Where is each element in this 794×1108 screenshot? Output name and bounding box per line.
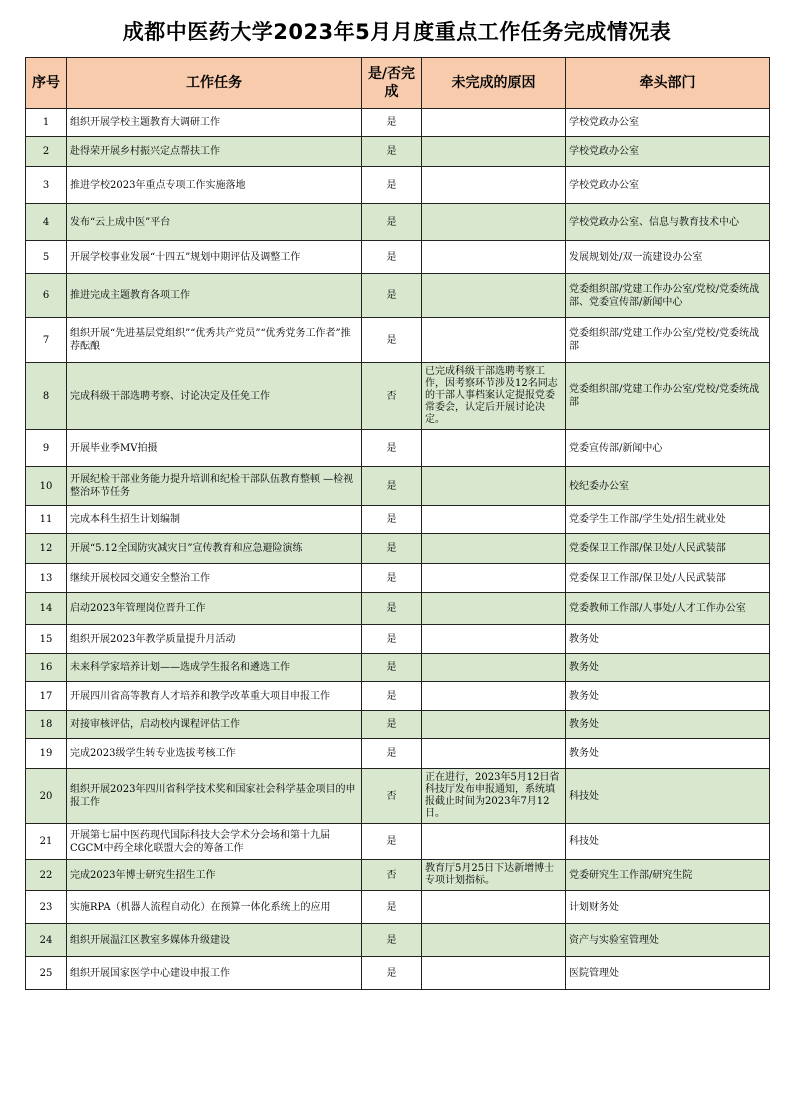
row-done: 是 [362,711,422,739]
row-dept: 党委保卫工作部/保卫处/人民武装部 [566,564,770,593]
row-num: 10 [26,467,67,506]
row-task: 组织开展温江区教室多媒体升级建设 [67,924,362,957]
row-reason [422,739,566,769]
table-row [26,467,770,506]
header-reason: 未完成的原因 [422,58,566,109]
table-row [26,167,770,204]
row-done: 是 [362,274,422,318]
row-done: 是 [362,167,422,204]
table-row [26,363,770,430]
row-dept: 教务处 [566,739,770,769]
row-num: 13 [26,564,67,593]
row-task: 推进完成主题教育各项工作 [67,274,362,318]
row-dept: 校纪委办公室 [566,467,770,506]
row-dept: 医院管理处 [566,957,770,990]
table-row [26,564,770,593]
row-dept: 资产与实验室管理处 [566,924,770,957]
row-done: 是 [362,534,422,564]
header-done: 是/否完成 [362,58,422,109]
table-row [26,891,770,924]
row-done: 是 [362,739,422,769]
row-done: 是 [362,625,422,654]
row-reason [422,534,566,564]
table-row [26,430,770,467]
row-num: 11 [26,506,67,534]
row-num: 9 [26,430,67,467]
row-dept: 教务处 [566,682,770,711]
row-done: 是 [362,564,422,593]
row-task: 赴得荣开展乡村振兴定点帮扶工作 [67,137,362,167]
table-row [26,957,770,990]
row-task: 组织开展国家医学中心建设申报工作 [67,957,362,990]
row-num: 3 [26,167,67,204]
row-reason [422,204,566,241]
row-task: 开展第七届中医药现代国际科技大会学术分会场和第十九届 CGCM中药全球化联盟大会的筹备工作 [67,824,362,860]
row-done: 是 [362,241,422,274]
table-row [26,241,770,274]
row-dept: 发展规划处/双一流建设办公室 [566,241,770,274]
row-num: 7 [26,318,67,363]
row-num: 5 [26,241,67,274]
table-row [26,274,770,318]
row-dept: 党委教师工作部/人事处/人才工作办公室 [566,593,770,625]
row-reason [422,430,566,467]
row-done: 是 [362,109,422,137]
row-dept: 教务处 [566,654,770,682]
row-task: 完成2023级学生转专业选拔考核工作 [67,739,362,769]
row-reason [422,593,566,625]
row-reason [422,109,566,137]
row-done: 否 [362,363,422,430]
row-task: 开展毕业季MV拍摄 [67,430,362,467]
row-reason [422,957,566,990]
table-row [26,654,770,682]
row-done: 是 [362,957,422,990]
row-task: 组织开展2023年四川省科学技术奖和国家社会科学基金项目的申报工作 [67,769,362,824]
row-task: 继续开展校园交通安全整治工作 [67,564,362,593]
row-num: 4 [26,204,67,241]
table-row [26,739,770,769]
row-done: 是 [362,824,422,860]
row-num: 18 [26,711,67,739]
row-task: 组织开展学校主题教育大调研工作 [67,109,362,137]
table-row [26,109,770,137]
row-dept: 党委组织部/党建工作办公室/党校/党委统战部 [566,318,770,363]
header-task: 工作任务 [67,58,362,109]
task-table [25,57,770,990]
page-title: 成都中医药大学2023年5月月度重点工作任务完成情况表 [122,20,672,44]
row-done: 是 [362,891,422,924]
row-dept: 科技处 [566,769,770,824]
table-row [26,860,770,891]
row-num: 17 [26,682,67,711]
table-row [26,593,770,625]
row-reason [422,891,566,924]
row-num: 23 [26,891,67,924]
table-row [26,924,770,957]
table-row [26,534,770,564]
row-reason: 已完成科级干部选聘考察工作，因考察环节涉及12名同志的干部人事档案认定提报党委常委会，认定后开展讨论决定。 [422,363,566,430]
row-reason [422,564,566,593]
row-num: 12 [26,534,67,564]
row-reason [422,711,566,739]
table-row [26,625,770,654]
row-task: 完成本科生招生计划编制 [67,506,362,534]
row-num: 14 [26,593,67,625]
row-reason [422,137,566,167]
row-dept: 党委宣传部/新闻中心 [566,430,770,467]
row-task: 开展“5.12全国防灾减灾日”宣传教育和应急避险演练 [67,534,362,564]
row-done: 否 [362,769,422,824]
header-num: 序号 [26,58,67,109]
row-task: 开展四川省高等教育人才培养和教学改革重大项目申报工作 [67,682,362,711]
row-num: 21 [26,824,67,860]
row-reason [422,625,566,654]
row-reason [422,654,566,682]
row-reason [422,824,566,860]
row-task: 完成科级干部选聘考察、讨论决定及任免工作 [67,363,362,430]
row-done: 是 [362,430,422,467]
row-dept: 党委保卫工作部/保卫处/人民武装部 [566,534,770,564]
row-reason [422,924,566,957]
row-task: 开展纪检干部业务能力提升培训和纪检干部队伍教育整顿 —检视整治环节任务 [67,467,362,506]
table-row [26,318,770,363]
row-dept: 学校党政办公室 [566,167,770,204]
row-dept: 学校党政办公室 [566,109,770,137]
row-num: 8 [26,363,67,430]
row-reason [422,318,566,363]
row-num: 20 [26,769,67,824]
row-dept: 党委学生工作部/学生处/招生就业处 [566,506,770,534]
row-task: 实施RPA（机器人流程自动化）在预算一体化系统上的应用 [67,891,362,924]
row-reason: 正在进行，2023年5月12日省科技厅发布申报通知，系统填报截止时间为2023年7月12日。 [422,769,566,824]
row-done: 否 [362,860,422,891]
row-num: 24 [26,924,67,957]
row-done: 是 [362,467,422,506]
row-reason [422,274,566,318]
table-row [26,824,770,860]
row-num: 6 [26,274,67,318]
row-done: 是 [362,682,422,711]
row-task: 组织开展“先进基层党组织”“优秀共产党员”“优秀党务工作者”推荐酝酿 [67,318,362,363]
row-dept: 科技处 [566,824,770,860]
row-done: 是 [362,204,422,241]
table-row [26,204,770,241]
row-dept: 教务处 [566,711,770,739]
row-dept: 教务处 [566,625,770,654]
row-done: 是 [362,318,422,363]
table-row [26,506,770,534]
row-reason [422,467,566,506]
row-done: 是 [362,654,422,682]
row-dept: 党委组织部/党建工作办公室/党校/党委统战部、党委宣传部/新闻中心 [566,274,770,318]
row-dept: 学校党政办公室、信息与教育技术中心 [566,204,770,241]
row-task: 未来科学家培养计划——选成学生报名和遴选工作 [67,654,362,682]
row-num: 22 [26,860,67,891]
row-task: 完成2023年博士研究生招生工作 [67,860,362,891]
row-dept: 计划财务处 [566,891,770,924]
row-num: 19 [26,739,67,769]
row-task: 组织开展2023年教学质量提升月活动 [67,625,362,654]
row-num: 25 [26,957,67,990]
row-task: 推进学校2023年重点专项工作实施落地 [67,167,362,204]
row-done: 是 [362,593,422,625]
row-num: 16 [26,654,67,682]
row-reason [422,682,566,711]
row-reason: 教育厅5月25日下达新增博士专项计划指标。 [422,860,566,891]
row-done: 是 [362,924,422,957]
row-task: 启动2023年管理岗位晋升工作 [67,593,362,625]
row-dept: 学校党政办公室 [566,137,770,167]
row-task: 开展学校事业发展“十四五”规划中期评估及调整工作 [67,241,362,274]
row-dept: 党委研究生工作部/研究生院 [566,860,770,891]
header-dept: 牵头部门 [566,58,770,109]
table-row [26,137,770,167]
row-reason [422,506,566,534]
row-num: 1 [26,109,67,137]
row-num: 15 [26,625,67,654]
table-header-row [26,58,770,109]
row-reason [422,167,566,204]
row-dept: 党委组织部/党建工作办公室/党校/党委统战部 [566,363,770,430]
row-task: 对接审核评估，启动校内课程评估工作 [67,711,362,739]
table-row [26,711,770,739]
table-row [26,682,770,711]
row-done: 是 [362,506,422,534]
row-done: 是 [362,137,422,167]
row-reason [422,241,566,274]
row-num: 2 [26,137,67,167]
table-row [26,769,770,824]
row-task: 发布“云上成中医”平台 [67,204,362,241]
